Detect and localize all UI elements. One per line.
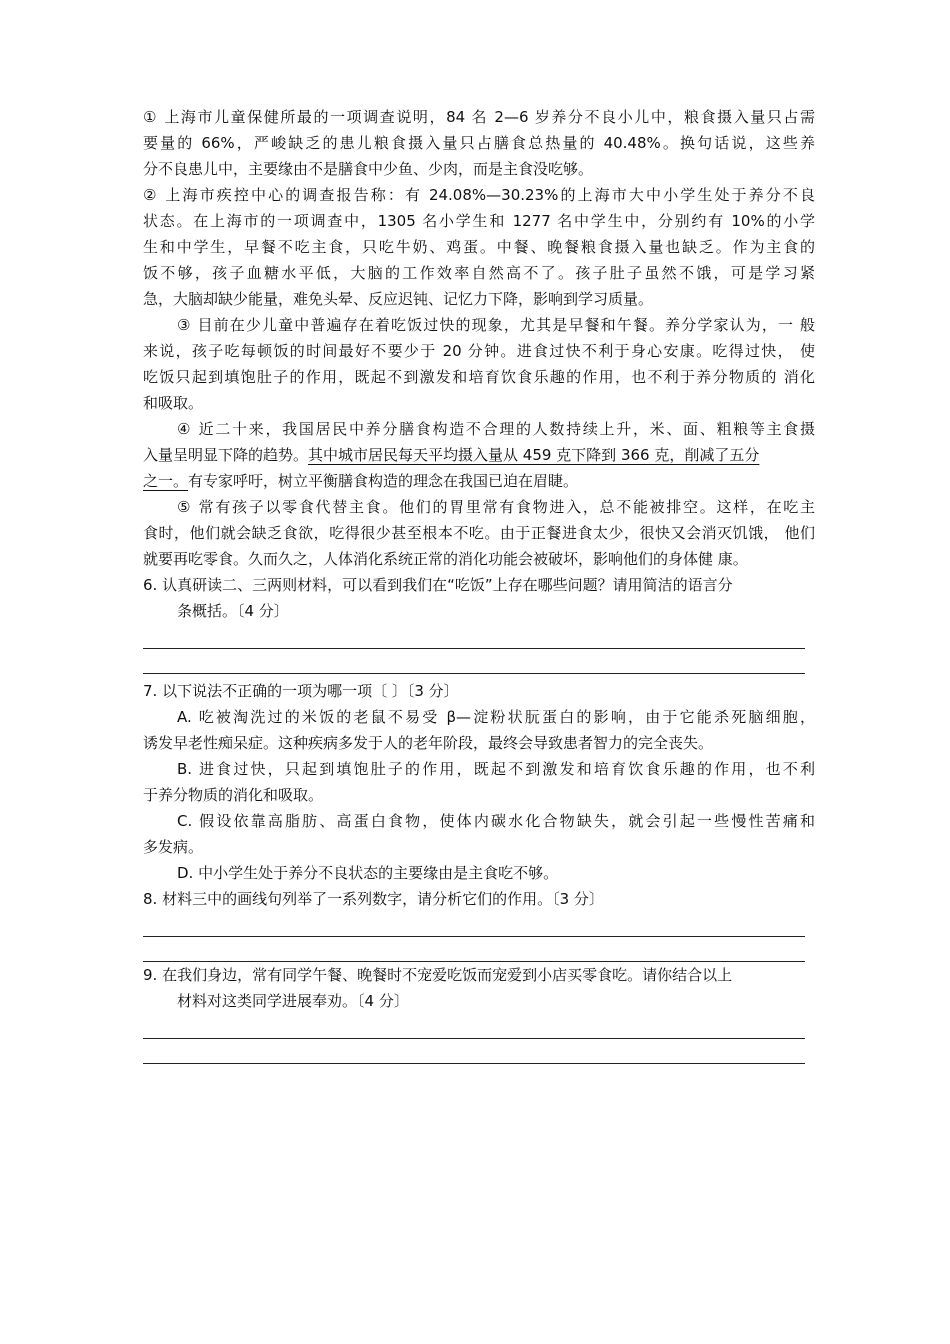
material-4-line-3-plain: 有专家呼吁，树立平衡膳食构造的理念在我国已迫在眉睫。 bbox=[188, 472, 579, 490]
question-9-line-2: 材料对这类同学进展奉劝。〔4 分〕 bbox=[177, 992, 409, 1010]
exam-page bbox=[143, 104, 815, 1064]
question-7-option-d: D. 中小学生处于养分不良状态的主要缘由是主食吃不够。 bbox=[177, 864, 559, 882]
question-7-option-c-line-1: C. 假设依靠高脂肪、高蛋白食物，使体内碳水化合物缺失，就会引起一些慢性苦痛和 bbox=[177, 812, 815, 830]
question-7-option-c-line-2: 多发病。 bbox=[143, 838, 204, 856]
material-3-line-3: 吃饭只起到填饱肚子的作用，既起不到激发和培育饮食乐趣的作用，也不利于养分物质的 消化 bbox=[143, 368, 815, 386]
material-2-line-2: 状态。在上海市的一项调查中，1305 名小学生和 1277 名中学生中，分别约有 10%的小学 bbox=[143, 212, 815, 230]
question-6-line-2: 条概括。〔4 分〕 bbox=[177, 602, 289, 620]
material-5-line-3: 就要再吃零食。久而久之，人体消化系统正常的消化功能会被破坏，影响他们的身体健 康。 bbox=[143, 550, 748, 568]
question-7-option-b-line-2: 于养分物质的消化和吸取。 bbox=[143, 786, 324, 804]
material-3-line-2: 来说，孩子吃每顿饭的时间最好不要少于 20 分钟。进食过快不利于身心安康。吃得过快， 使 bbox=[143, 342, 815, 360]
material-4-underlined-end: 之一。 bbox=[143, 472, 189, 490]
question-7-option-a-line-1: A. 吃被淘洗过的米饭的老鼠不易受 β—淀粉状朊蛋白的影响，由于它能杀死脑细胞， bbox=[177, 708, 815, 726]
material-5-line-1: ⑤ 常有孩子以零食代替主食。他们的胃里常有食物进入，总不能被排空。这样，在吃主 bbox=[177, 498, 815, 516]
question-7-option-a-line-2: 诱发早老性痴呆症。这种疾病多发于人的老年阶段，最终会导致患者智力的完全丧失。 bbox=[143, 734, 714, 752]
material-4-line-1: ④ 近二十来，我国居民中养分膳食构造不合理的人数持续上升，米、面、粗粮等主食摄 bbox=[177, 420, 815, 438]
question-7-option-b-line-1: B. 进食过快，只起到填饱肚子的作用，既起不到激发和培育饮食乐趣的作用，也不利 bbox=[177, 760, 815, 778]
material-1-line-3: 分不良患儿中，主要缘由不是膳食中少鱼、少肉，而是主食没吃够。 bbox=[143, 160, 594, 178]
material-4-line-2 bbox=[143, 442, 815, 468]
material-1-line-1: ① 上海市儿童保健所最的一项调查说明，84 名 2—6 岁养分不良小儿中，粮食摄入量只占需 bbox=[143, 108, 815, 126]
material-3-line-1: ③ 目前在少儿童中普遍存在着吃饭过快的现象，尤其是早餐和午餐。养分学家认为，一 般 bbox=[177, 316, 815, 334]
material-4-line-2-plain: 入量呈明显下降的趋势。 bbox=[143, 446, 309, 464]
material-5-line-2: 食时，他们就会缺乏食欲，吃得很少甚至根本不吃。由于正餐进食太少，很快又会消灭饥饿， 他们 bbox=[143, 524, 815, 542]
material-2-line-5: 急，大脑却缺少能量，难免头晕、反应迟钝、记忆力下降，影响到学习质量。 bbox=[143, 290, 654, 308]
material-2-line-3: 生和中学生，早餐不吃主食，只吃牛奶、鸡蛋。中餐、晚餐粮食摄入量也缺乏。作为主食的 bbox=[143, 238, 815, 256]
question-7-stem: 7. 以下说法不正确的一项为哪一项〔 〕〔3 分〕 bbox=[143, 682, 459, 700]
material-1-line-2: 要量的 66%，严峻缺乏的患儿粮食摄入量只占膳食总热量的 40.48%。换句话说，这些养 bbox=[143, 134, 815, 152]
material-3-line-4: 和吸取。 bbox=[143, 394, 204, 412]
material-2-line-1: ② 上海市疾控中心的调查报告称：有 24.08%—30.23%的上海市大中小学生处于养分不良 bbox=[143, 186, 815, 204]
material-2-line-4: 饭不够，孩子血糖水平低，大脑的工作效率自然高不了。孩子肚子虽然不饿，可是学习紧 bbox=[143, 264, 815, 282]
question-6-line-1: 6. 认真研读二、三两则材料，可以看到我们在“吃饭”上存在哪些问题？请用简洁的语言分 bbox=[143, 576, 733, 594]
material-4-underlined-numbers: 其中城市居民每天平均摄入量从 459 克下降到 366 克，削减了五分 bbox=[308, 446, 760, 464]
question-8-line-1: 8. 材料三中的画线句列举了一系列数字，请分析它们的作用。〔3 分〕 bbox=[143, 890, 604, 908]
question-9-line-1: 9. 在我们身边，常有同学午餐、晚餐时不宠爱吃饭而宠爱到小店买零食吃。请你结合以上 bbox=[143, 966, 733, 984]
material-4-line-3 bbox=[143, 468, 815, 494]
question-9-answer-line-2[interactable] bbox=[143, 1063, 805, 1064]
